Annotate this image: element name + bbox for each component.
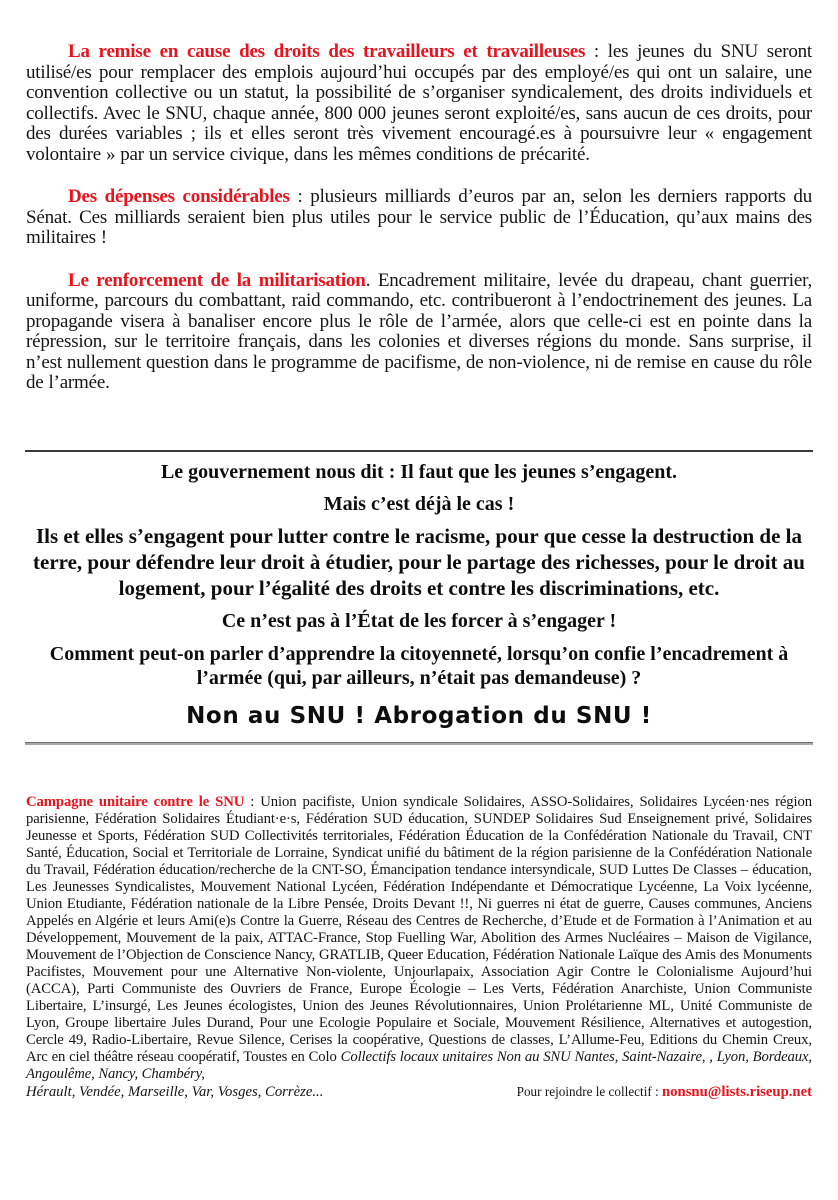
campagne-collectifs-locaux: Collectifs locaux unitaires Non au SNU Nantes, Saint-Nazaire, , Lyon, Bordeaux, Angoulême, Nancy, Chambéry, [26, 1049, 812, 1083]
paragraph-depenses-lead: Des dépenses considérables [68, 186, 290, 207]
paragraph-militarisation-sep: . [365, 269, 378, 291]
manifesto-section [0, 460, 838, 730]
campagne-last-line [26, 1083, 812, 1101]
paragraph-droits-sep: : [585, 41, 608, 62]
slogan-non-au-snu: Non au SNU ! Abrogation du SNU ! [186, 703, 652, 730]
manifesto-line-gouvernement: Le gouvernement nous dit : Il faut que les jeunes s’engagent. [160, 460, 678, 483]
divider-bottom [25, 742, 813, 745]
manifesto-line-engagements: Ils et elles s’engagent pour lutter contre le racisme, pour que cesse la destruction de la terre, pour défendre leur droit à étudier, pour le partage des richesses, pour le droit au logement, pour l’égalité des droits et contre les discriminations, etc. [33, 524, 805, 600]
campagne-sep: : [244, 794, 261, 811]
paragraph-depenses [26, 187, 812, 249]
manifesto-line-citoyennete: Comment peut-on parler d’apprendre la citoyenneté, lorsqu’on confie l’encadrement à l’armée (qui, par ailleurs, n’était pas demandeuse) ? [49, 642, 789, 689]
campagne-collectifs-locaux-fin: Hérault, Vendée, Marseille, Var, Vosges, Corrèze... [26, 1084, 324, 1101]
campagne-lead: Campagne unitaire contre le SNU [26, 794, 245, 811]
campagne-section [0, 794, 838, 1101]
paragraph-droits-travailleurs [26, 42, 812, 165]
campagne-orgs-list: Union pacifiste, Union syndicale Solidaires, ASSO-Solidaires, Solidaires Lycéen·nes région parisienne, Fédération Solidaires Étudiant·e·s, Fédération SUD éducation, SUNDEP Solidaires Sud Enseignement privé, Solidaires Jeunesse et Sports, Fédération SUD Collectivités territoriales, Fédération Éducation de la Confédération Nationale du Travail, CNT Santé, Éducation, Social et Territoriale de Lorraine, Syndicat unifié du bâtiment de la région parisienne de la Confédération Nationale du Travail, Fédération éducation/recherche de la CNT-SO, Émancipation tendance intersyndicale, SUD Luttes De Classes – éducation, Les Jeunesses Syndicalistes, Mouvement National Lycéen, Fédération Indépendante et Démocratique Lycéenne, La Voix lycéenne, Union Etudiante, Fédération nationale de la Libre Pensée, Droits Devant !!, Ni guerres ni état de guerre, Causes communes, Anciens Appelés en Algérie et leurs Ami(e)s Contre la Guerre, Réseau des Centres de Recherche, d’Etude et de Formation à l’Animation et au Développement, Mouvement de la paix, ATTAC-France, Stop Fuelling War, Abolition des Armes Nucléaires – Maison de Vigilance, Mouvement de l’Objection de Conscience Nancy, GRATLIB, Queer Education, Fédération Nationale Laïque des Amis des Monuments Pacifistes, Mouvement pour une Alternative Non-violente, Unjourlapaix, Association Agir Contre le Colonialisme Aujourd’hui (ACCA), Parti Communiste des Ouvriers de France, Europe Écologie – Les Verts, Fédération Anarchiste, Union Communiste Libertaire, L’insurgé, Les Jeunes écologistes, Union des Jeunes Révolutionnaires, Union Prolétarienne ML, Unité Communiste de Lyon, Groupe libertaire Jules Durand, Pour une Ecologie Populaire et Sociale, Mouvement Résilience, Alternatives et autogestion, Cercle 49, Radio-Libertaire, Revue Silence, Cerises la coopérative, Questions de classes, L’Allume-Feu, Editions du Chemin Creux, Arc en ciel théâtre réseau coopératif, Toustes en Colo [26, 794, 812, 1066]
paragraph-droits-body: les jeunes du SNU seront utilisé/es pour remplacer des emplois aujourd’hui occupés par des employé/es qui ont un salaire, une convention collective ou un statut, la possibilité de s’organiser syndicalement, des droits individuels et collectifs. Avec le SNU, chaque année, 800 000 jeunes seront exploité/es, sans aucun de ces droits, pour des durées variables ; ils et elles seront très vivement encouragé.es à poursuivre leur « engagement volontaire » par un service civique, dans les mêmes conditions de précarité. [26, 41, 813, 165]
manifesto-line-etat-forcer: Ce n’est pas à l’État de les forcer à s’engager ! [221, 610, 617, 633]
arguments-section [0, 42, 838, 394]
paragraph-militarisation-lead: Le renforcement de la militarisation [68, 269, 366, 291]
contact-label: Pour rejoindre le collectif : [516, 1084, 663, 1100]
paragraph-militarisation-body: Encadrement militaire, levée du drapeau, chant guerrier, uniforme, parcours du combattant, raid commando, etc. contribueront à l’endoctrinement des jeunes. La propagande visera à banaliser encore plus le rôle de l’armée, alors que celle-ci est en pointe dans la répression, sur le territoire français, dans les colonies et diverses régions du monde. Sans surprise, il n’est nullement question dans le programme de pacifisme, de non-violence, ni de remise en cause du rôle de l’armée. [26, 269, 812, 393]
paragraph-depenses-sep: : [289, 186, 311, 207]
divider-top [25, 450, 813, 452]
paragraph-droits-lead: La remise en cause des droits des travailleurs et travailleuses [68, 41, 586, 62]
contact-email-link[interactable]: nonsnu@lists.riseup.net [662, 1084, 812, 1101]
manifesto-line-deja-le-cas: Mais c’est déjà le cas ! [323, 492, 515, 515]
contact-line [517, 1083, 812, 1101]
paragraph-militarisation [26, 271, 812, 394]
campagne-paragraph [26, 794, 812, 1083]
paragraph-depenses-body: plusieurs milliards d’euros par an, selon les derniers rapports du Sénat. Ces milliards seraient bien plus utiles pour le service public de l’Éducation, qu’aux mains des militaires ! [26, 186, 813, 248]
